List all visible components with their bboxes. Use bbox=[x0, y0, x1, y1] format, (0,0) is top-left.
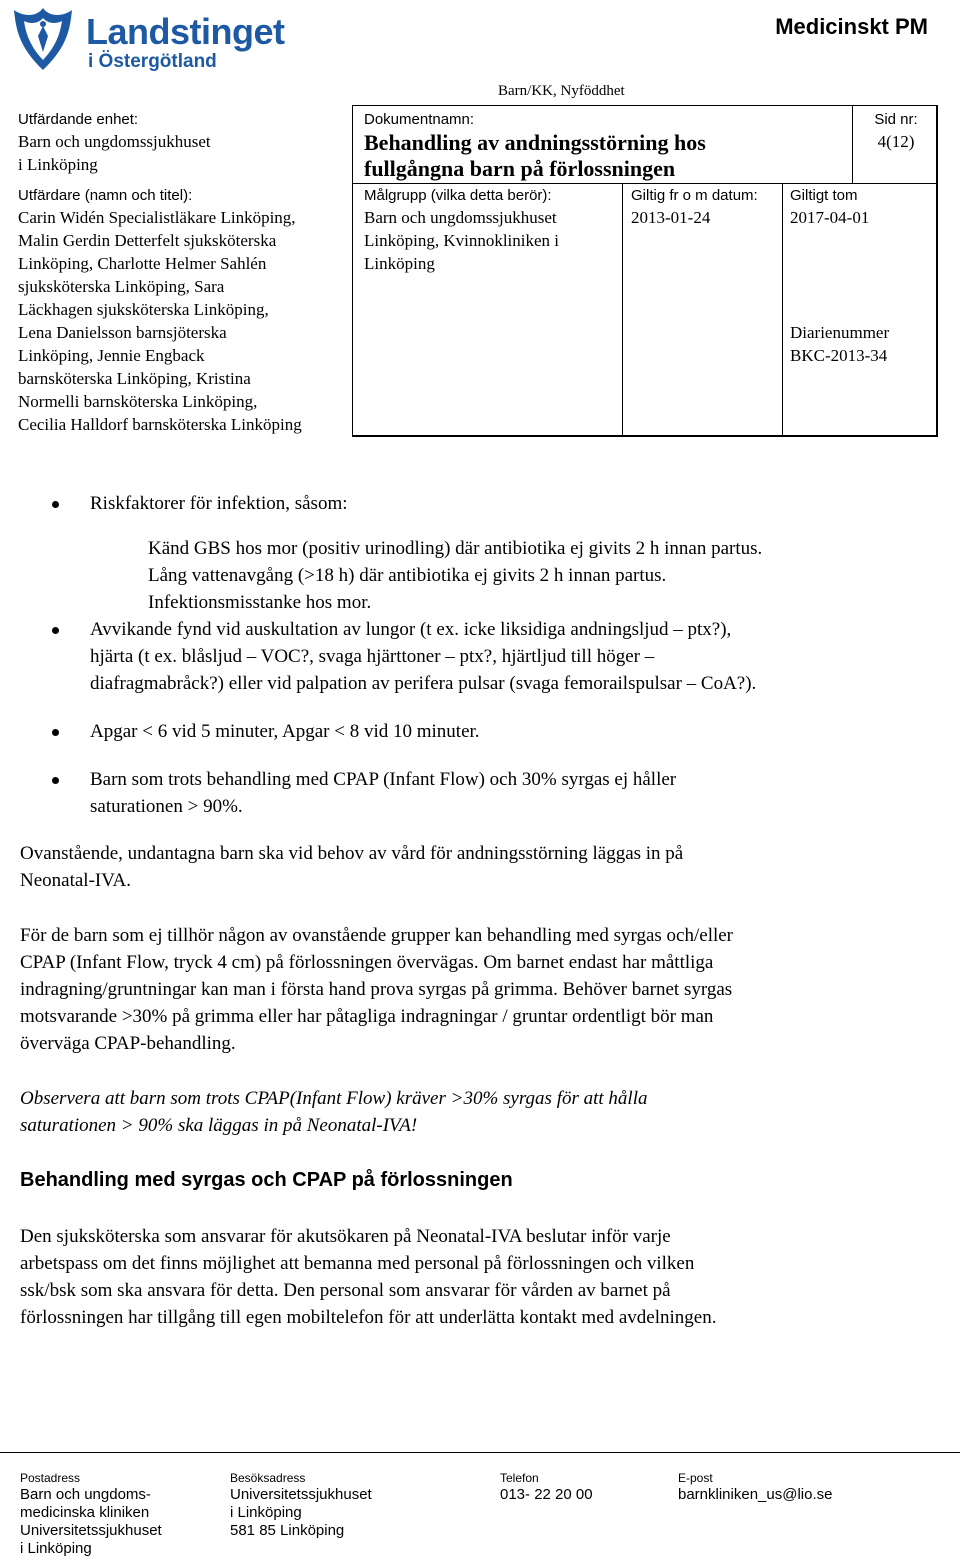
issuer-line: Carin Widén Specialistläkare Linköping, bbox=[18, 208, 296, 227]
issuer-line: Läckhagen sjuksköterska Linköping, bbox=[18, 300, 269, 319]
brand-subtitle: i Östergötland bbox=[88, 51, 217, 72]
issuing-unit bbox=[18, 109, 348, 176]
postal-address-line: Universitetssjukhuset bbox=[20, 1522, 162, 1539]
table-divider bbox=[782, 183, 783, 437]
table-divider bbox=[352, 105, 353, 437]
table-border-right bbox=[936, 105, 938, 437]
valid-to-value: 2017-04-01 bbox=[790, 208, 870, 227]
issuer-line: sjuksköterska Linköping, Sara bbox=[18, 277, 225, 296]
document-type: Medicinskt PM bbox=[775, 14, 928, 39]
visit-address-line: 581 85 Linköping bbox=[230, 1522, 345, 1539]
list-item-line: Avvikande fynd vid auskultation av lungor (t ex. icke liksidiga andningsljud – ptx?), bbox=[90, 619, 732, 640]
bullet-icon bbox=[52, 501, 59, 508]
note-line: Observera att barn som trots CPAP(Infant Flow) kräver >30% syrgas för att hålla bbox=[20, 1088, 648, 1109]
postal-address-line: medicinska kliniken bbox=[20, 1504, 150, 1521]
phone-label: Telefon bbox=[500, 1471, 539, 1485]
target-group-line: Barn och ungdomssjukhuset bbox=[364, 208, 557, 227]
table-divider bbox=[352, 183, 938, 184]
document-name bbox=[364, 109, 848, 182]
target-group-line: Linköping, Kvinnokliniken i bbox=[364, 231, 560, 250]
footer-phone bbox=[500, 1470, 660, 1504]
list-item-line: Barn som trots behandling med CPAP (Infant Flow) och 30% syrgas ej håller bbox=[90, 769, 677, 790]
unit-label: Barn/KK, Nyföddhet bbox=[498, 83, 625, 99]
table-border-bottom bbox=[352, 435, 938, 437]
visit-address-line: Universitetssjukhuset bbox=[230, 1486, 372, 1503]
list-item-line: hjärta (t ex. blåsljud – VOC?, svaga hjärttoner – ptx?, hjärtljud till höger – bbox=[90, 646, 655, 667]
paragraph-line: CPAP (Infant Flow, tryck 4 cm) på förlossningen övervägas. Om barnet endast har måttliga bbox=[20, 952, 714, 973]
issuer-line: Normelli barnsköterska Linköping, bbox=[18, 392, 258, 411]
sub-item: Infektionsmisstanke hos mor. bbox=[148, 592, 372, 613]
postal-address-line: Barn och ungdoms- bbox=[20, 1486, 151, 1503]
issuer bbox=[18, 185, 352, 436]
paragraph-line: överväga CPAP-behandling. bbox=[20, 1033, 236, 1054]
note-paragraph bbox=[20, 1085, 940, 1139]
sub-item: Lång vattenavgång (>18 h) där antibiotika ej givits 2 h innan partus. bbox=[148, 565, 667, 586]
document-name-label: Dokumentnamn: bbox=[364, 111, 475, 128]
issuer-label: Utfärdare (namn och titel): bbox=[18, 187, 193, 204]
list-item bbox=[20, 616, 940, 697]
bullet-icon bbox=[52, 777, 59, 784]
target-group-label: Målgrupp (vilka detta berör): bbox=[364, 187, 552, 204]
registration-number bbox=[790, 321, 934, 367]
issuer-line: Linköping, Charlotte Helmer Sahlén bbox=[18, 254, 267, 273]
list-item-line: saturationen > 90%. bbox=[90, 796, 243, 817]
table-border-top bbox=[352, 105, 938, 106]
paragraph-line: arbetspass om det finns möjlighet att bemanna med personal på förlossningen och vilken bbox=[20, 1253, 695, 1274]
email-label: E-post bbox=[678, 1471, 713, 1485]
page-number-value: 4(12) bbox=[877, 132, 915, 151]
visit-address-label: Besöksadress bbox=[230, 1471, 306, 1485]
issuer-line: Lena Danielsson barnsjöterska bbox=[18, 323, 227, 342]
footer-visit-address bbox=[230, 1470, 480, 1540]
list-item bbox=[20, 718, 940, 745]
valid-from-value: 2013-01-24 bbox=[631, 208, 711, 227]
paragraph-line: ssk/bsk som ska ansvara för detta. Den personal som ansvarar för vården av barnet på bbox=[20, 1280, 671, 1301]
list-item-line: diafragmabråck?) eller vid palpation av perifera pulsar (svaga femorailspulsar – CoA?). bbox=[90, 673, 757, 694]
email-value: barnkliniken_us@lio.se bbox=[678, 1486, 833, 1503]
target-group-line: Linköping bbox=[364, 254, 435, 273]
bullet-icon bbox=[52, 627, 59, 634]
list-item-text: Riskfaktorer för infektion, såsom: bbox=[90, 493, 348, 514]
risk-factor-sublist bbox=[20, 535, 940, 616]
list-item bbox=[20, 766, 940, 820]
page-number bbox=[858, 109, 934, 153]
organization-logo bbox=[12, 6, 302, 76]
postal-address-label: Postadress bbox=[20, 1471, 81, 1485]
document-title-line: fullgångna barn på förlossningen bbox=[364, 156, 676, 181]
document-title-line: Behandling av andningsstörning hos bbox=[364, 130, 706, 155]
paragraph-line: Neonatal-IVA. bbox=[20, 870, 131, 891]
risk-factor-list bbox=[20, 490, 940, 517]
section-heading: Behandling med syrgas och CPAP på förlossningen bbox=[20, 1169, 513, 1191]
brand-name: Landstinget bbox=[86, 11, 285, 52]
registration-number-value: BKC-2013-34 bbox=[790, 346, 888, 365]
issuer-line: Malin Gerdin Detterfelt sjuksköterska bbox=[18, 231, 277, 250]
findings-list bbox=[20, 616, 940, 820]
visit-address-line: i Linköping bbox=[230, 1504, 302, 1521]
valid-to bbox=[790, 185, 934, 229]
footer-email bbox=[678, 1470, 938, 1504]
list-item bbox=[20, 490, 940, 517]
document-body bbox=[20, 490, 940, 1331]
issuer-line: Linköping, Jennie Engback bbox=[18, 346, 205, 365]
issuing-unit-label: Utfärdande enhet: bbox=[18, 111, 139, 128]
paragraph bbox=[20, 840, 940, 894]
target-group bbox=[364, 185, 620, 275]
valid-from bbox=[631, 185, 781, 229]
paragraph-line: motsvarande >30% på grimma eller har påtagliga indragningar / gruntar ordentligt bör man bbox=[20, 1006, 714, 1027]
sub-item: Känd GBS hos mor (positiv urinodling) där antibiotika ej givits 2 h innan partus. bbox=[148, 538, 763, 559]
page-number-label: Sid nr: bbox=[874, 111, 918, 128]
footer-divider bbox=[0, 1452, 960, 1453]
registration-number-label: Diarienummer bbox=[790, 323, 890, 342]
issuer-line: barnsköterska Linköping, Kristina bbox=[18, 369, 251, 388]
paragraph-line: Den sjuksköterska som ansvarar för akutsökaren på Neonatal-IVA beslutar inför varje bbox=[20, 1226, 671, 1247]
paragraph-line: För de barn som ej tillhör någon av ovanstående grupper kan behandling med syrgas och/eller bbox=[20, 925, 734, 946]
issuing-unit-line: Barn och ungdomssjukhuset bbox=[18, 132, 211, 151]
paragraph bbox=[20, 922, 940, 1057]
paragraph-line: indragning/gruntningar kan man i första hand prova syrgas på grimma. Behöver barnet syrgas bbox=[20, 979, 733, 1000]
paragraph bbox=[20, 1223, 940, 1331]
note-line: saturationen > 90% ska läggas in på Neonatal-IVA! bbox=[20, 1115, 418, 1136]
postal-address-line: i Linköping bbox=[20, 1540, 92, 1557]
paragraph-line: Ovanstående, undantagna barn ska vid behov av vård för andningsstörning läggas in på bbox=[20, 843, 684, 864]
crest-icon bbox=[12, 6, 74, 72]
valid-from-label: Giltig fr o m datum: bbox=[631, 187, 758, 204]
bullet-icon bbox=[52, 729, 59, 736]
document-metadata-table bbox=[12, 83, 938, 437]
table-divider bbox=[622, 183, 623, 437]
issuer-line: Cecilia Halldorf barnsköterska Linköping bbox=[18, 415, 302, 434]
list-item-text: Apgar < 6 vid 5 minuter, Apgar < 8 vid 10 minuter. bbox=[90, 721, 480, 742]
valid-to-label: Giltigt tom bbox=[790, 187, 858, 204]
phone-value: 013- 22 20 00 bbox=[500, 1486, 593, 1503]
paragraph-line: förlossningen har tillgång till egen mobiltelefon för att underlätta kontakt med avdelningen. bbox=[20, 1307, 717, 1328]
footer-postal-address bbox=[20, 1470, 220, 1558]
table-divider bbox=[852, 105, 853, 183]
issuing-unit-line: i Linköping bbox=[18, 155, 98, 174]
